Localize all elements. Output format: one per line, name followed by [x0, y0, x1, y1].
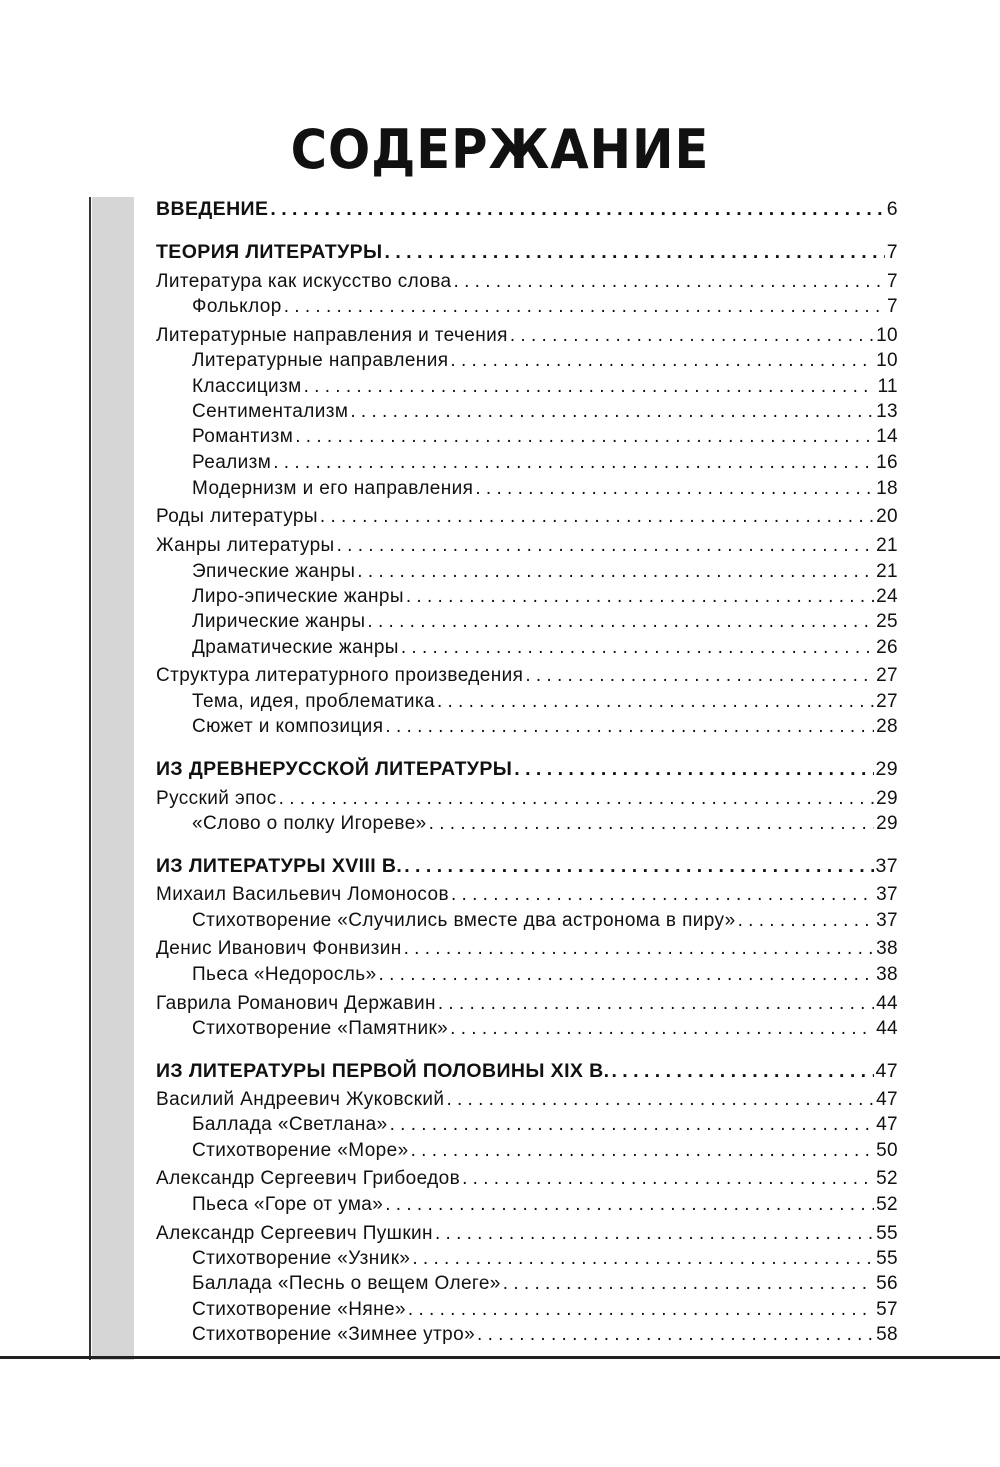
- toc-entry-page: 47: [876, 1089, 898, 1110]
- toc-subentry[interactable]: [156, 909, 898, 933]
- toc-entry-title: Лирические жанры: [192, 611, 366, 632]
- toc-entry-page: 10: [876, 350, 898, 371]
- dot-leader: [367, 610, 874, 634]
- toc-subentry[interactable]: [156, 375, 898, 399]
- toc-entry-title: Баллада «Песнь о вещем Олеге»: [192, 1273, 501, 1294]
- toc-entry-page: 21: [876, 561, 898, 582]
- toc-entry-page: 16: [876, 452, 898, 473]
- dot-leader: [435, 1222, 874, 1246]
- toc-entry-page: 52: [876, 1168, 898, 1189]
- dot-leader: [404, 937, 874, 961]
- dot-leader: [446, 1088, 874, 1112]
- toc-subentry[interactable]: [156, 560, 898, 584]
- dot-leader: [450, 349, 874, 373]
- toc-entry[interactable]: [156, 505, 898, 529]
- toc-entry-page: 7: [886, 241, 898, 263]
- toc-entry-page: 37: [876, 884, 898, 905]
- bottom-rule: [0, 1356, 1000, 1359]
- toc-entry-title: Стихотворение «Няне»: [192, 1299, 406, 1320]
- toc-entry[interactable]: [156, 883, 898, 907]
- toc-entry-page: 58: [876, 1324, 898, 1345]
- dot-leader: [477, 1323, 874, 1347]
- toc-subentry[interactable]: [156, 1017, 898, 1041]
- toc-entry[interactable]: [156, 992, 898, 1016]
- toc-entry-page: 26: [876, 637, 898, 658]
- toc-entry-title: Пьеса «Недоросль»: [192, 964, 377, 985]
- toc-entry-title: Фольклор: [192, 296, 282, 317]
- dot-leader: [404, 854, 873, 878]
- dot-leader: [385, 240, 885, 264]
- toc-section-old-russian[interactable]: [156, 757, 898, 781]
- toc-section-literary-theory[interactable]: [156, 240, 898, 264]
- toc-entry-title: ТЕОРИЯ ЛИТЕРАТУРЫ: [156, 241, 383, 263]
- toc-subentry[interactable]: [156, 690, 898, 714]
- toc-entry-page: 29: [876, 813, 898, 834]
- dot-leader: [357, 560, 874, 584]
- toc-entry-page: 7: [887, 271, 898, 292]
- toc-entry-page: 29: [876, 788, 898, 809]
- toc-entry-page: 6: [886, 198, 898, 220]
- toc-entry[interactable]: [156, 1222, 898, 1246]
- toc-entry-title: Драматические жанры: [192, 637, 399, 658]
- toc-subentry[interactable]: [156, 1193, 898, 1217]
- toc-entry-title: Реализм: [192, 452, 272, 473]
- toc-entry-title: Стихотворение «Памятник»: [192, 1018, 449, 1039]
- toc-entry-title: Жанры литературы: [156, 535, 335, 556]
- toc-entry-title: Сентиментализм: [192, 401, 349, 422]
- toc-entry-title: Структура литературного произведения: [156, 665, 524, 686]
- toc-entry-page: 29: [875, 758, 898, 780]
- dot-leader: [412, 1247, 874, 1271]
- toc-entry-title: Баллада «Светлана»: [192, 1114, 388, 1135]
- toc-entry[interactable]: [156, 1167, 898, 1191]
- dot-leader: [438, 992, 874, 1016]
- page-title: СОДЕРЖАНИЕ: [290, 118, 710, 181]
- toc-entry-title: ИЗ ЛИТЕРАТУРЫ XVIII В.: [156, 855, 403, 877]
- toc-subentry[interactable]: [156, 963, 898, 987]
- toc-entry[interactable]: [156, 937, 898, 961]
- toc-entry[interactable]: [156, 664, 898, 688]
- toc-entry-title: «Слово о полку Игореве»: [192, 813, 427, 834]
- toc-entry-title: ИЗ ЛИТЕРАТУРЫ ПЕРВОЙ ПОЛОВИНЫ XIX В.: [156, 1060, 610, 1082]
- toc-entry[interactable]: [156, 270, 898, 294]
- toc-entry-page: 21: [876, 535, 898, 556]
- dot-leader: [503, 1272, 874, 1296]
- dot-leader: [279, 787, 874, 811]
- toc-entry-title: Стихотворение «Зимнее утро»: [192, 1324, 476, 1345]
- toc-entry-title: Пьеса «Горе от ума»: [192, 1194, 384, 1215]
- toc-subentry[interactable]: [156, 636, 898, 660]
- toc-subentry[interactable]: [156, 477, 898, 501]
- toc-subentry[interactable]: [156, 425, 898, 449]
- toc-entry-page: 44: [876, 993, 898, 1014]
- toc-subentry[interactable]: [156, 400, 898, 424]
- toc-entry-title: ВВЕДЕНИЕ: [156, 198, 269, 220]
- dot-leader: [295, 425, 874, 449]
- toc-entry-page: 27: [876, 691, 898, 712]
- toc-entry-page: 24: [876, 586, 898, 607]
- toc-entry-page: 14: [876, 426, 898, 447]
- toc-section-early-19th-century[interactable]: [156, 1059, 898, 1083]
- toc-entry-title: Роды литературы: [156, 506, 318, 527]
- toc-entry-page: 10: [876, 325, 898, 346]
- toc-entry-page: 7: [887, 296, 898, 317]
- margin-rule: [89, 197, 91, 1360]
- toc-subentry[interactable]: [156, 1298, 898, 1322]
- margin-band: [92, 197, 134, 1360]
- dot-leader: [510, 324, 874, 348]
- dot-leader: [411, 1139, 874, 1163]
- toc-entry-title: Литература как искусство слова: [156, 271, 452, 292]
- toc-entry-title: Александр Сергеевич Грибоедов: [156, 1168, 461, 1189]
- toc-entry-page: 11: [877, 376, 898, 397]
- dot-leader: [454, 270, 886, 294]
- toc-entry-page: 20: [876, 506, 898, 527]
- toc-entry-page: 55: [876, 1248, 898, 1269]
- dot-leader: [611, 1059, 873, 1083]
- toc-entry-page: 27: [876, 665, 898, 686]
- toc-subentry[interactable]: [156, 1113, 898, 1137]
- toc-entry-page: 13: [876, 401, 898, 422]
- toc-entry-page: 50: [876, 1140, 898, 1161]
- dot-leader: [401, 636, 874, 660]
- toc-entry-title: Михаил Васильевич Ломоносов: [156, 884, 449, 905]
- toc-entry-page: 37: [875, 855, 898, 877]
- dot-leader: [304, 375, 876, 399]
- toc-entry-page: 28: [876, 716, 898, 737]
- toc-entry-title: Лиро-эпические жанры: [192, 586, 404, 607]
- toc-entry-title: Литературные направления: [192, 350, 449, 371]
- toc-entry-title: Стихотворение «Море»: [192, 1140, 409, 1161]
- dot-leader: [390, 1113, 874, 1137]
- toc-subentry[interactable]: [156, 1247, 898, 1271]
- toc-entry-page: 47: [875, 1060, 898, 1082]
- toc-entry-page: 55: [876, 1223, 898, 1244]
- toc-subentry[interactable]: [156, 1272, 898, 1296]
- dot-leader: [385, 1193, 874, 1217]
- toc-subentry[interactable]: [156, 1323, 898, 1347]
- toc-subentry[interactable]: [156, 349, 898, 373]
- dot-leader: [270, 197, 884, 221]
- toc-entry-page: 57: [876, 1299, 898, 1320]
- dot-leader: [284, 295, 885, 319]
- toc-subentry[interactable]: [156, 610, 898, 634]
- dot-leader: [320, 505, 874, 529]
- dot-leader: [429, 812, 874, 836]
- toc-entry-title: Сюжет и композиция: [192, 716, 384, 737]
- toc-entry-page: 56: [876, 1273, 898, 1294]
- toc-section-18th-century[interactable]: [156, 854, 898, 878]
- toc-entry-title: Русский эпос: [156, 788, 277, 809]
- toc-entry-title: Модернизм и его направления: [192, 478, 474, 499]
- toc-entry[interactable]: [156, 787, 898, 811]
- dot-leader: [273, 451, 874, 475]
- toc-entry-title: ИЗ ДРЕВНЕРУССКОЙ ЛИТЕРАТУРЫ: [156, 758, 513, 780]
- dot-leader: [738, 909, 874, 933]
- toc-entry-page: 18: [876, 478, 898, 499]
- toc-section-introduction[interactable]: [156, 197, 898, 221]
- dot-leader: [451, 883, 874, 907]
- toc-entry-title: Василий Андреевич Жуковский: [156, 1089, 445, 1110]
- dot-leader: [462, 1167, 874, 1191]
- toc-entry-title: Стихотворение «Узник»: [192, 1248, 411, 1269]
- dot-leader: [385, 715, 874, 739]
- toc-entry-page: 47: [876, 1114, 898, 1135]
- toc-subentry[interactable]: [156, 295, 898, 319]
- dot-leader: [406, 585, 874, 609]
- toc-entry-page: 25: [876, 611, 898, 632]
- toc-entry-title: Классицизм: [192, 376, 302, 397]
- toc-entry-title: Гаврила Романович Державин: [156, 993, 436, 1014]
- toc-entry-page: 44: [876, 1018, 898, 1039]
- dot-leader: [337, 534, 874, 558]
- toc-entry-page: 37: [876, 910, 898, 931]
- toc-entry-title: Александр Сергеевич Пушкин: [156, 1223, 433, 1244]
- dot-leader: [475, 477, 874, 501]
- toc-subentry[interactable]: [156, 812, 898, 836]
- toc-entry-page: 38: [876, 938, 898, 959]
- toc-entry-page: 52: [876, 1194, 898, 1215]
- dot-leader: [408, 1298, 874, 1322]
- toc-subentry[interactable]: [156, 1139, 898, 1163]
- toc-entry-title: Романтизм: [192, 426, 294, 447]
- toc-entry-title: Тема, идея, проблематика: [192, 691, 435, 712]
- dot-leader: [525, 664, 874, 688]
- toc-entry-title: Эпические жанры: [192, 561, 356, 582]
- dot-leader: [514, 757, 873, 781]
- dot-leader: [379, 963, 875, 987]
- dot-leader: [437, 690, 874, 714]
- toc-subentry[interactable]: [156, 585, 898, 609]
- toc-subentry[interactable]: [156, 451, 898, 475]
- toc-entry[interactable]: [156, 1088, 898, 1112]
- toc-entry[interactable]: [156, 534, 898, 558]
- toc-entry[interactable]: [156, 324, 898, 348]
- toc-entry-title: Денис Иванович Фонвизин: [156, 938, 402, 959]
- toc-entry-title: Литературные направления и течения: [156, 325, 508, 346]
- dot-leader: [450, 1017, 874, 1041]
- toc-entry-title: Стихотворение «Случились вместе два астронома в пиру»: [192, 910, 736, 931]
- toc-subentry[interactable]: [156, 715, 898, 739]
- toc-entry-page: 38: [876, 964, 898, 985]
- dot-leader: [350, 400, 874, 424]
